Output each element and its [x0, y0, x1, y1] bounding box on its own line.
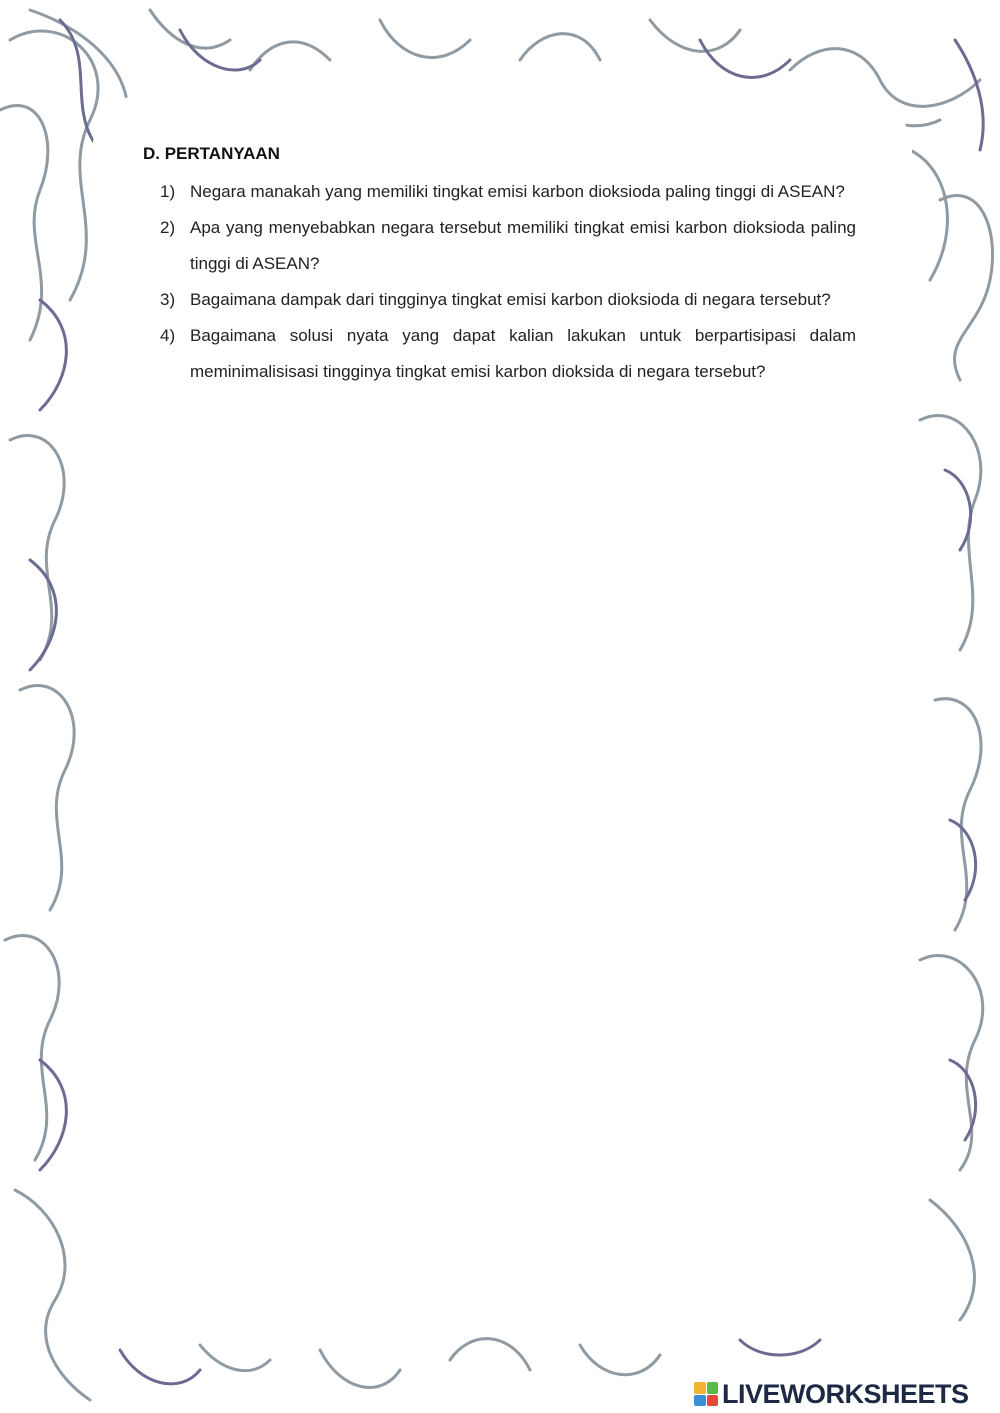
question-item — [160, 174, 856, 210]
question-number: 1) — [160, 182, 176, 201]
question-number: 4) — [160, 326, 176, 345]
question-item — [160, 318, 856, 390]
question-text: Negara manakah yang memiliki tingkat emisi karbon dioksioda paling tinggi di ASEAN? — [190, 182, 845, 201]
question-number: 2) — [160, 218, 176, 237]
question-item — [160, 282, 856, 318]
logo-text: LIVEWORKSHEETS — [722, 1378, 969, 1409]
liveworksheets-logo — [694, 1377, 969, 1411]
question-text: Bagaimana dampak dari tingginya tingkat emisi karbon dioksioda di negara tersebut? — [190, 290, 831, 309]
logo-squares-icon — [694, 1382, 718, 1406]
question-text: Bagaimana solusi nyata yang dapat kalian lakukan untuk berpartisipasi dalam meminimalisisasi tingginya tingkat emisi karbon dioksida di negara tersebut? — [190, 326, 856, 381]
question-text: Apa yang menyebabkan negara tersebut memiliki tingkat emisi karbon dioksioda paling tinggi di ASEAN? — [190, 218, 856, 273]
question-number: 3) — [160, 290, 176, 309]
question-item — [160, 210, 856, 282]
section-title: D. PERTANYAAN — [143, 144, 280, 163]
question-list — [160, 174, 856, 390]
